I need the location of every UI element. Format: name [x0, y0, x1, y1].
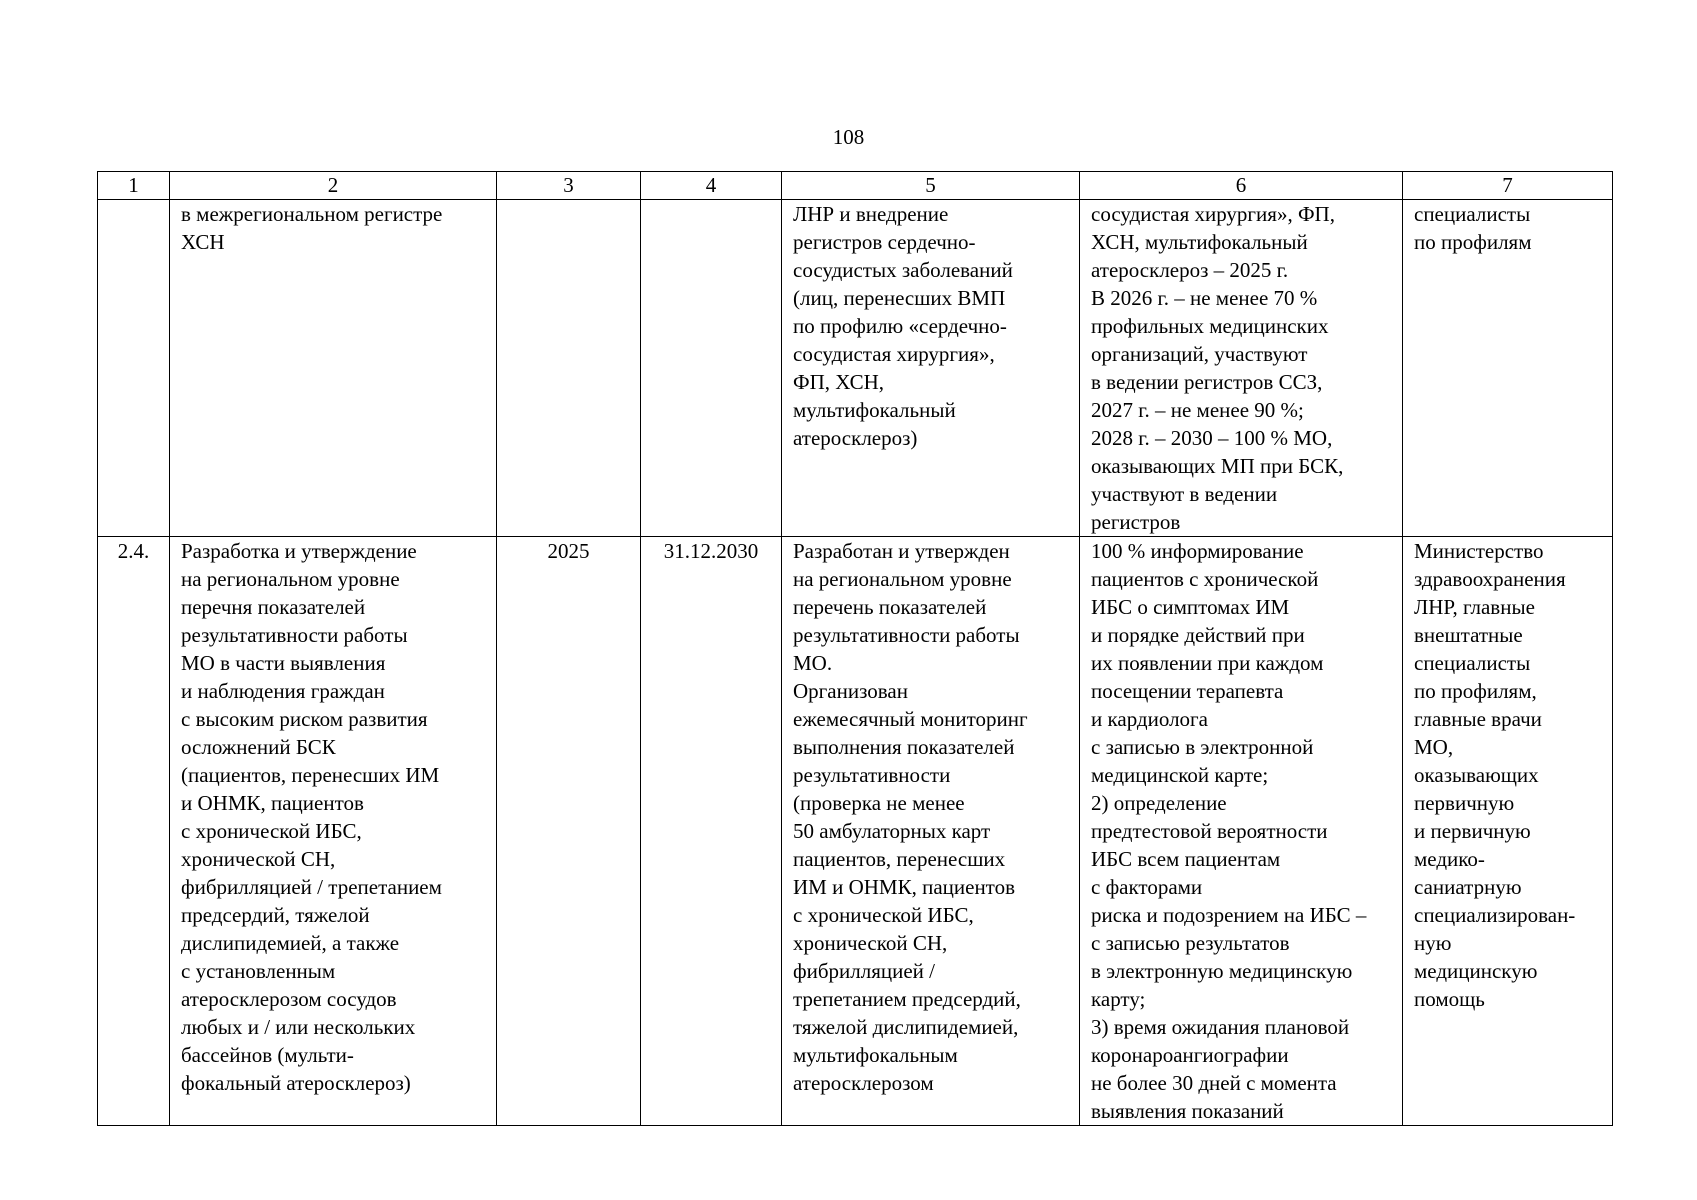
- indicator-cell: сосудистая хирургия», ФП, ХСН, мультифокальный атеросклероз – 2025 г. В 2026 г. – не менее 70 % профильных медицинских организаций, участвуют в ведении регистров ССЗ, 2027 г. – не менее 90 %; 2028 г. – 2030 – 100 % МО, оказывающих МП при БСК, участвуют в ведении регистров: [1080, 200, 1403, 537]
- column-number-header-row: [98, 172, 1613, 200]
- column-header: 2: [170, 172, 497, 200]
- measure-cell: в межрегиональном регистре ХСН: [170, 200, 497, 537]
- measures-table: [97, 171, 1613, 1126]
- column-header: 7: [1403, 172, 1613, 200]
- row-number-cell: [98, 200, 170, 537]
- column-header: 3: [497, 172, 641, 200]
- start-date-cell: 2025: [497, 537, 641, 1126]
- indicator-cell: 100 % информирование пациентов с хронической ИБС о симптомах ИМ и порядке действий при их появлении при каждом посещении терапевта и кардиолога с записью в электронной медицинской карте; 2) определение предтестовой вероятности ИБС всем пациентам с факторами риска и подозрением на ИБС – с записью результатов в электронную медицинскую карту; 3) время ожидания плановой коронароангиографии не более 30 дней с момента выявления показаний: [1080, 537, 1403, 1126]
- responsible-cell: Министерство здравоохранения ЛНР, главные внештатные специалисты по профилям, главные врачи МО, оказывающих первичную и первичную медико- саниатрную специализирован- ную медицинскую помощь: [1403, 537, 1613, 1126]
- end-date-cell: [641, 200, 782, 537]
- column-header: 5: [782, 172, 1080, 200]
- result-cell: Разработан и утвержден на региональном уровне перечень показателей результативности работы МО. Организован ежемесячный мониторинг выполнения показателей результативности (проверка не менее 50 амбулаторных карт пациентов, перенесших ИМ и ОНМК, пациентов с хронической ИБС, хронической СН, фибрилляцией / трепетанием предсердий, тяжелой дислипидемией, мультифокальным атеросклерозом: [782, 537, 1080, 1126]
- end-date-cell: 31.12.2030: [641, 537, 782, 1126]
- page-number: 108: [832, 125, 865, 149]
- responsible-cell: специалисты по профилям: [1403, 200, 1613, 537]
- column-header: 1: [98, 172, 170, 200]
- table-row: [98, 200, 1613, 537]
- table-row: [98, 537, 1613, 1126]
- column-header: 4: [641, 172, 782, 200]
- column-header: 6: [1080, 172, 1403, 200]
- measure-cell: Разработка и утверждение на региональном уровне перечня показателей результативности работы МО в части выявления и наблюдения граждан с высоким риском развития осложнений БСК (пациентов, перенесших ИМ и ОНМК, пациентов с хронической ИБС, хронической СН, фибрилляцией / трепетанием предсердий, тяжелой дислипидемией, а также с установленным атеросклерозом сосудов любых и / или нескольких бассейнов (мульти- фокальный атеросклероз): [170, 537, 497, 1126]
- start-date-cell: [497, 200, 641, 537]
- result-cell: ЛНР и внедрение регистров сердечно- сосудистых заболеваний (лиц, перенесших ВМП по профилю «сердечно- сосудистая хирургия», ФП, ХСН, мультифокальный атеросклероз): [782, 200, 1080, 537]
- row-number-cell: 2.4.: [98, 537, 170, 1126]
